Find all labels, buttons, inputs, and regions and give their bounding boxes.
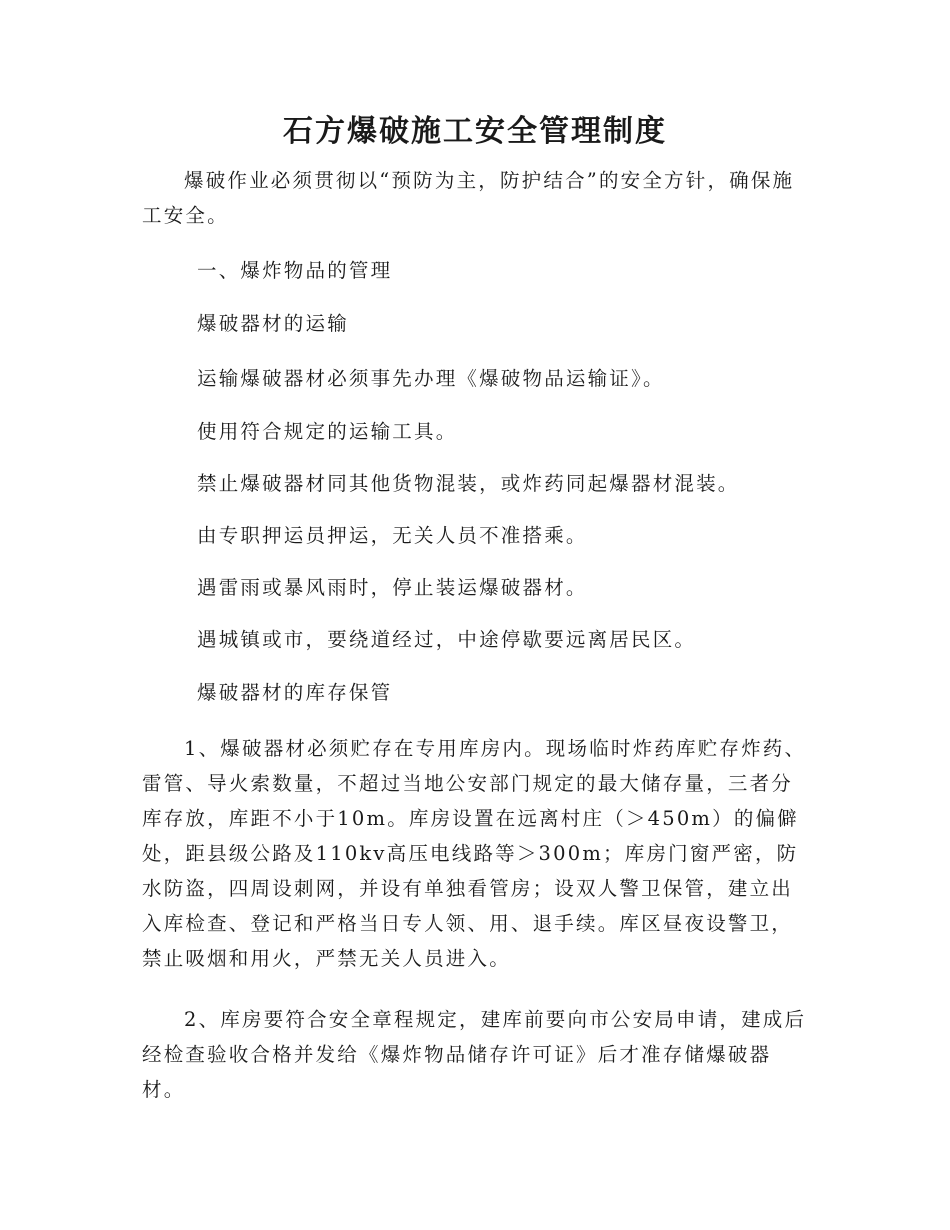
transport-item: 由专职押运员押运，无关人员不准搭乘。 [197, 524, 588, 547]
document-title: 石方爆破施工安全管理制度 [283, 114, 667, 149]
section-heading: 一、爆炸物品的管理 [197, 259, 393, 282]
transport-item: 禁止爆破器材同其他货物混装，或炸药同起爆器材混装。 [197, 472, 740, 495]
transport-item: 运输爆破器材必须事先办理《爆破物品运输证》。 [197, 367, 665, 390]
subsection-heading-transport: 爆破器材的运输 [197, 312, 349, 335]
transport-item: 遇雷雨或暴风雨时，停止装运爆破器材。 [197, 576, 588, 599]
storage-paragraph-2: 2、库房要符合安全章程规定，建库前要向市公安局申请，建成后经检查验收合格并发给《爆炸物品储存许可证》后才准存储爆破器材。 [142, 1008, 807, 1101]
subsection-heading-storage: 爆破器材的库存保管 [197, 681, 393, 704]
intro-paragraph: 爆破作业必须贯彻以“预防为主，防护结合”的安全方针，确保施工安全。 [142, 169, 795, 227]
storage-paragraph-1: 1、爆破器材必须贮存在专用库房内。现场临时炸药库贮存炸药、雷管、导火索数量，不超过当地公安部门规定的最大储存量，三者分库存放，库距不小于10m。库房设置在远离村庄（＞450m）的偏僻处，距县级公路及110kv高压电线路等＞300m；库房门窗严密，防水防盗，四周设刺网，并设有单独看管房；设双人警卫保管，建立出入库检查、登记和严格当日专人领、用、退手续。库区昼夜设警卫，禁止吸烟和用火，严禁无关人员进入。 [142, 737, 807, 970]
transport-item: 遇城镇或市，要绕道经过，中途停歇要远离居民区。 [197, 628, 697, 651]
transport-item: 使用符合规定的运输工具。 [197, 420, 458, 443]
